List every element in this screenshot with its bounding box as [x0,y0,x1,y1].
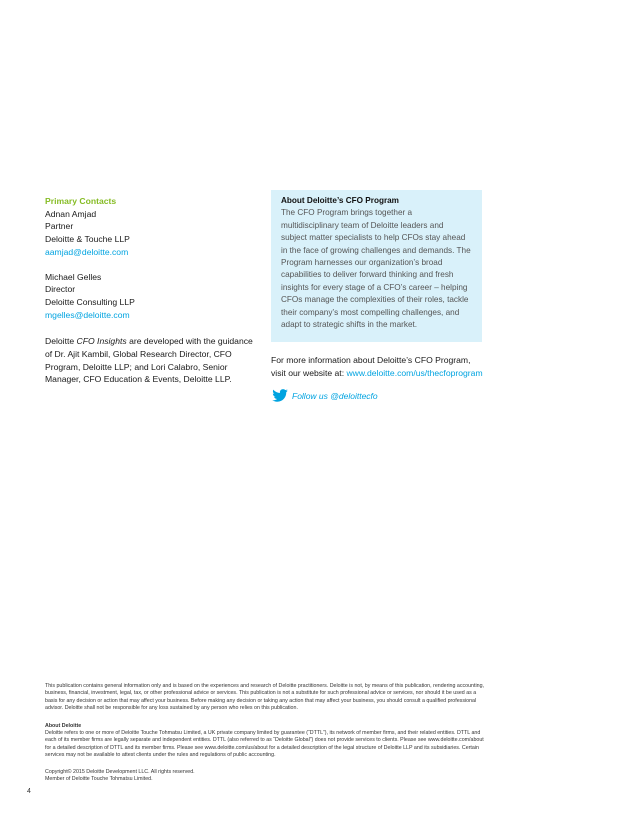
contact-title: Director [45,284,76,295]
publication-name: CFO Insights [76,336,127,347]
about-deloitte-text: Deloitte refers to one or more of Deloitte Touche Tohmatsu Limited, a UK private company limited by guarantee (“DTTL”), its network of member firms, and their related entities. DTTL and each of its member firms are legally separate and independent entities. DTTL (also referred to as “Deloitte Global”) does not provide services to clients. Please see www.deloitte.com/about for a detailed description of DTTL and its member firms. Please see www.deloitte.com/us/about for a detailed description of the legal structure of Deloitte LLP and its subsidiaries. Certain services may not be available to attest clients under the rules and regulations of public accounting. [45,730,484,759]
guidance-paragraph: Deloitte CFO Insights are developed with the guidance of Dr. Ajit Kambil, Global Research Director, CFO Program, Deloitte LLP; and Lori Calabro, Senior Manager, CFO Education & Events, Deloitte LLP. [45,336,253,385]
contact-title: Partner [45,221,74,232]
contact-name: Michael Gelles [45,271,102,282]
cfo-program-website-link[interactable]: www.deloitte.com/us/thecfoprogram [346,367,483,378]
page-number: 4 [27,788,31,795]
contact-company: Deloitte Consulting LLP [45,296,135,307]
cfo-program-box [271,190,482,342]
member-text: Member of Deloitte Touche Tohmatsu Limited. [45,776,153,783]
primary-contacts-section [45,195,260,386]
legal-footer [45,683,485,783]
follow-text: Follow us @deloittecfo [292,390,378,401]
twitter-bird-icon [272,389,288,402]
copyright-text: Copyright© 2015 Deloitte Development LLC. All rights reserved. [45,768,195,775]
about-deloitte-title: About Deloitte [45,722,82,729]
more-info-paragraph: For more information about Deloitte’s CFO Program, visit our website at: www.deloitte.com/us/thecfoprogram [271,355,483,378]
contact-email-link[interactable]: mgelles@deloitte.com [45,309,130,320]
contact-email-link[interactable]: aamjad@deloitte.com [45,246,129,257]
disclaimer-text: This publication contains general information only and is based on the experiences and research of Deloitte practitioners. Deloitte is not, by means of this publication, rendering accounting, business, financial, investment, legal, tax, or other professional advice or services. This publication is not a substitute for such professional advice or services, nor should it be used as a basis for any decision or action that may affect your business. Before making any decision or taking any action that may affect your business, you should consult a qualified professional advisor. Deloitte shall not be responsible for any loss sustained by any person who relies on this publication. [45,683,485,712]
contact-name: Adnan Amjad [45,208,97,219]
contacts-heading: Primary Contacts [45,196,117,206]
contact-company: Deloitte & Touche LLP [45,234,130,245]
follow-twitter-link[interactable] [272,389,378,402]
cfo-program-body: The CFO Program brings together a multidisciplinary team of Deloitte leaders and subject matter specialists to help CFOs stay ahead in the face of growing challenges and demands. The Program harnesses our organization’s broad capabilities to deliver forward thinking and fresh insights for every stage of a CFO’s career – helping CFOs manage the complexities of their roles, tackle their company’s most compelling challenges, and adapt to strategic shifts in the market. [281,208,471,330]
cfo-program-title: About Deloitte’s CFO Program [281,196,399,205]
